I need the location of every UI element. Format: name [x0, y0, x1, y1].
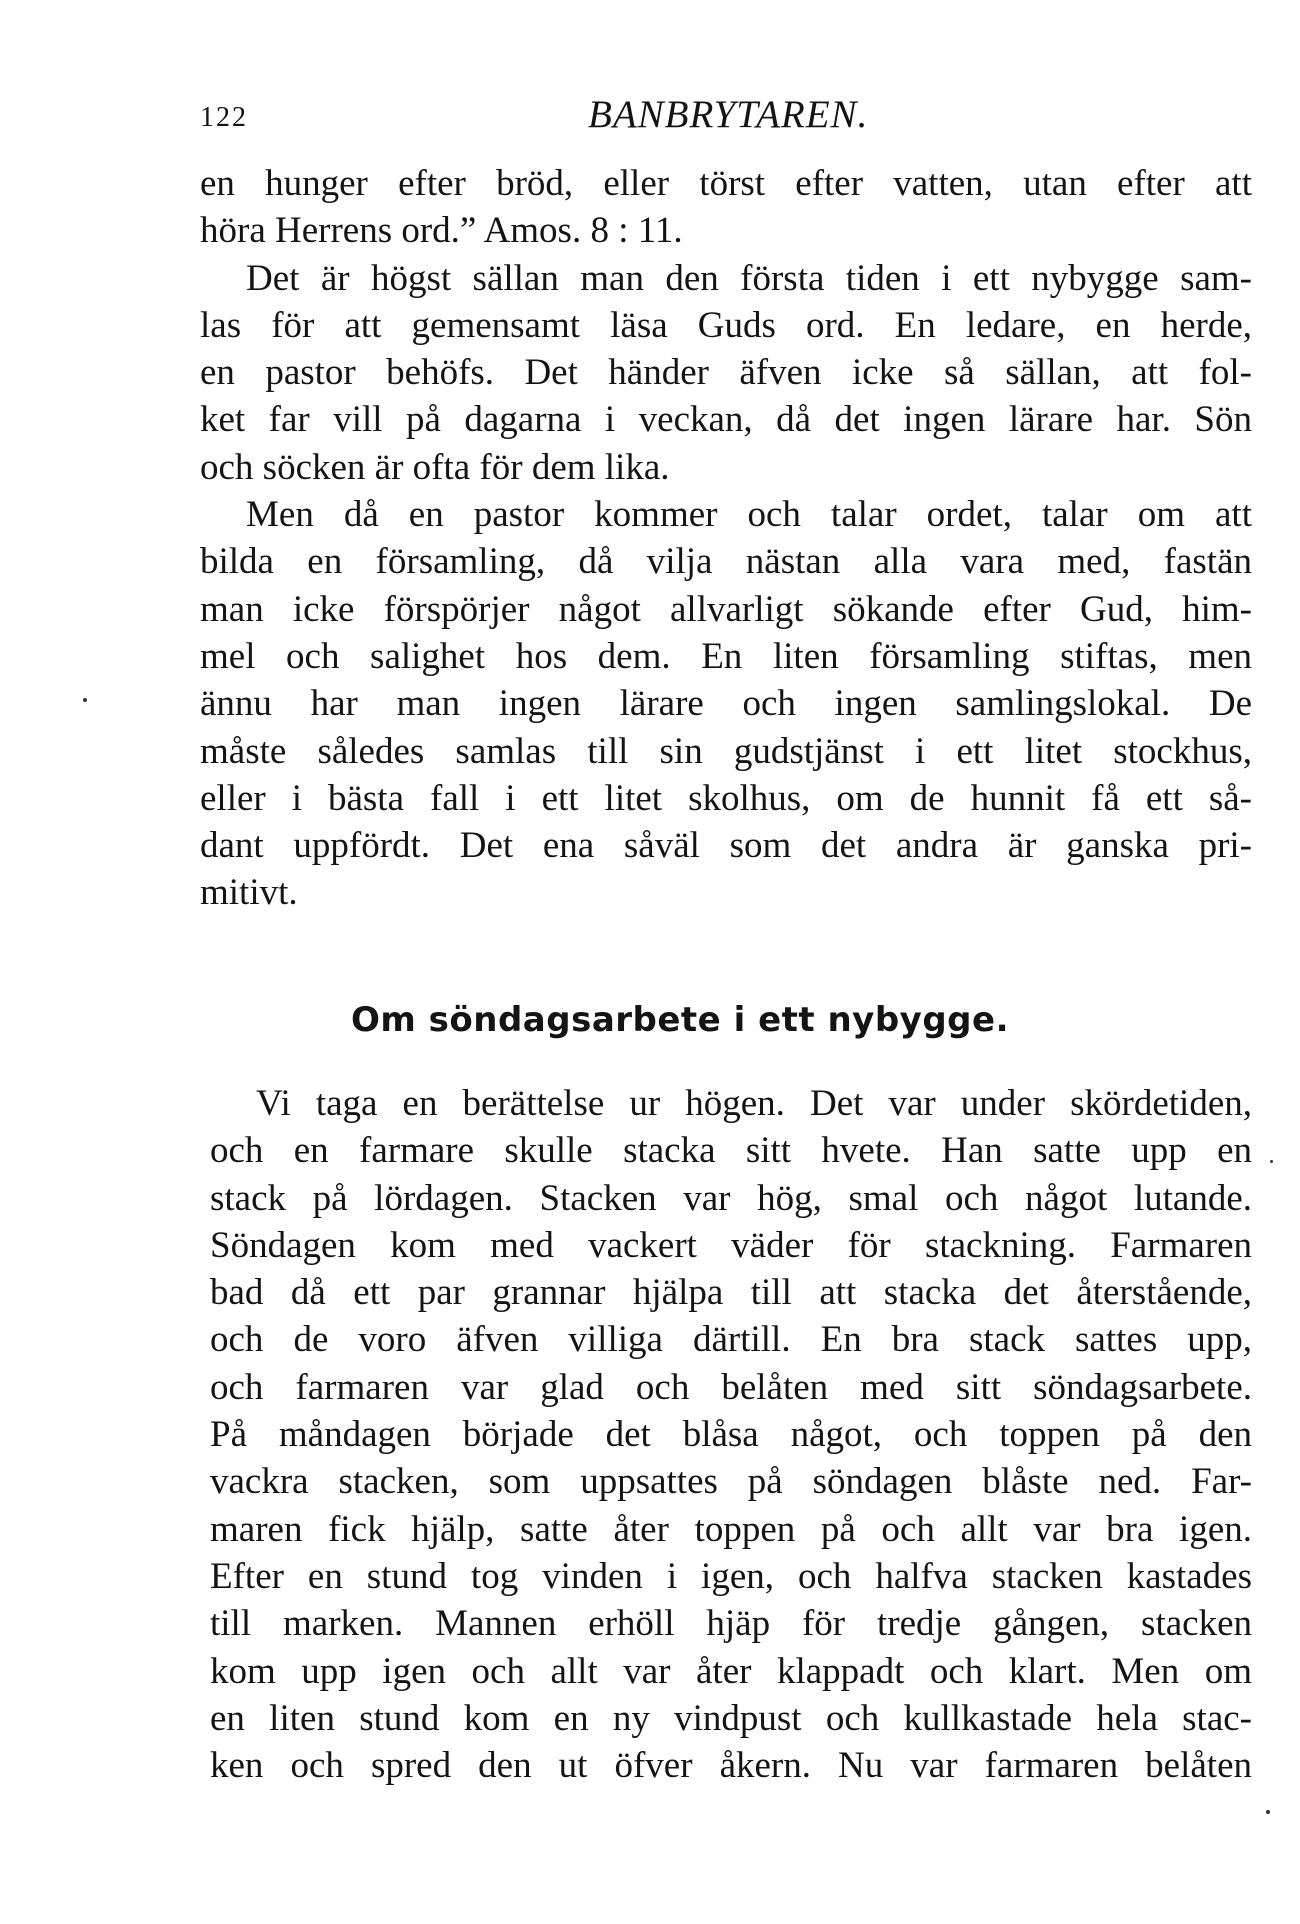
text-line: måste således samlas till sin gudstjänst i ett litet stockhus,	[200, 730, 1252, 772]
text-line: en hunger efter bröd, eller törst efter vatten, utan efter att	[200, 163, 1252, 204]
text-line: och söcken är ofta för dem lika.	[200, 446, 670, 488]
text-line: till marken. Mannen erhöll hjäp för tredje gången, stacken	[210, 1603, 1252, 1645]
print-speck	[83, 698, 87, 702]
text-line: kom upp igen och allt var åter klappadt och klart. Men om	[210, 1650, 1252, 1692]
text-line: och farmaren var glad och belåten med sitt söndagsarbete.	[210, 1366, 1252, 1408]
section-heading	[0, 1000, 1300, 1040]
print-speck	[1266, 1810, 1270, 1814]
text-line: Efter en stund tog vinden i igen, och halfva stacken kastades	[210, 1555, 1252, 1597]
page-number: 122	[200, 102, 248, 133]
text-line: Det är högst sällan man den första tiden i ett nybygge sam-	[246, 257, 1252, 299]
print-speck	[1270, 1160, 1273, 1163]
section-heading-text: Om söndagsarbete i ett nybygge.	[351, 1000, 1009, 1040]
text-line: ken och spred den ut öfver åkern. Nu var farmaren belåten	[210, 1745, 1252, 1787]
text-line: mitivt.	[200, 872, 298, 914]
running-title: BANBRYTAREN.	[588, 93, 869, 136]
text-line: höra Herrens ord.” Amos. 8 : 11.	[200, 210, 683, 252]
text-line: en pastor behöfs. Det händer äfven icke så sällan, att fol-	[200, 352, 1252, 394]
text-line: vackra stacken, som uppsattes på söndagen blåste ned. Far-	[210, 1461, 1252, 1503]
text-line: dant uppfördt. Det ena såväl som det andra är ganska pri-	[200, 825, 1252, 867]
text-line: Vi taga en berättelse ur högen. Det var under skördetiden,	[256, 1083, 1252, 1124]
body-text-section-1	[200, 160, 1252, 917]
text-line: bilda en församling, då vilja nästan alla vara med, fastän	[200, 541, 1252, 583]
text-line: ännu har man ingen lärare och ingen samlingslokal. De	[200, 683, 1252, 725]
text-line: las för att gemensamt läsa Guds ord. En ledare, en herde,	[200, 304, 1252, 346]
text-line: stack på lördagen. Stacken var hög, smal och något lutande.	[210, 1177, 1252, 1219]
text-line: Söndagen kom med vackert väder för stackning. Farmaren	[210, 1224, 1252, 1266]
text-line: maren fick hjälp, satte åter toppen på och allt var bra igen.	[210, 1508, 1252, 1550]
text-line: mel och salighet hos dem. En liten församling stiftas, men	[200, 635, 1252, 677]
text-line: man icke förspörjer något allvarligt sökande efter Gud, him-	[200, 588, 1252, 630]
text-line: eller i bästa fall i ett litet skolhus, om de hunnit få ett så-	[200, 777, 1252, 819]
text-line: och en farmare skulle stacka sitt hvete. Han satte upp en	[210, 1130, 1252, 1172]
text-line: ket far vill på dagarna i veckan, då det ingen lärare har. Sön	[200, 399, 1252, 441]
text-line: en liten stund kom en ny vindpust och kullkastade hela stac-	[210, 1697, 1252, 1739]
text-line: och de voro äfven villiga därtill. En bra stack sattes upp,	[210, 1319, 1252, 1361]
body-text-section-2	[210, 1080, 1252, 1789]
text-line: Men då en pastor kommer och talar ordet, talar om att	[246, 494, 1252, 536]
text-line: På måndagen började det blåsa något, och toppen på den	[210, 1414, 1252, 1456]
running-head	[200, 92, 1260, 136]
text-line: bad då ett par grannar hjälpa till att stacka det återstående,	[210, 1272, 1252, 1314]
